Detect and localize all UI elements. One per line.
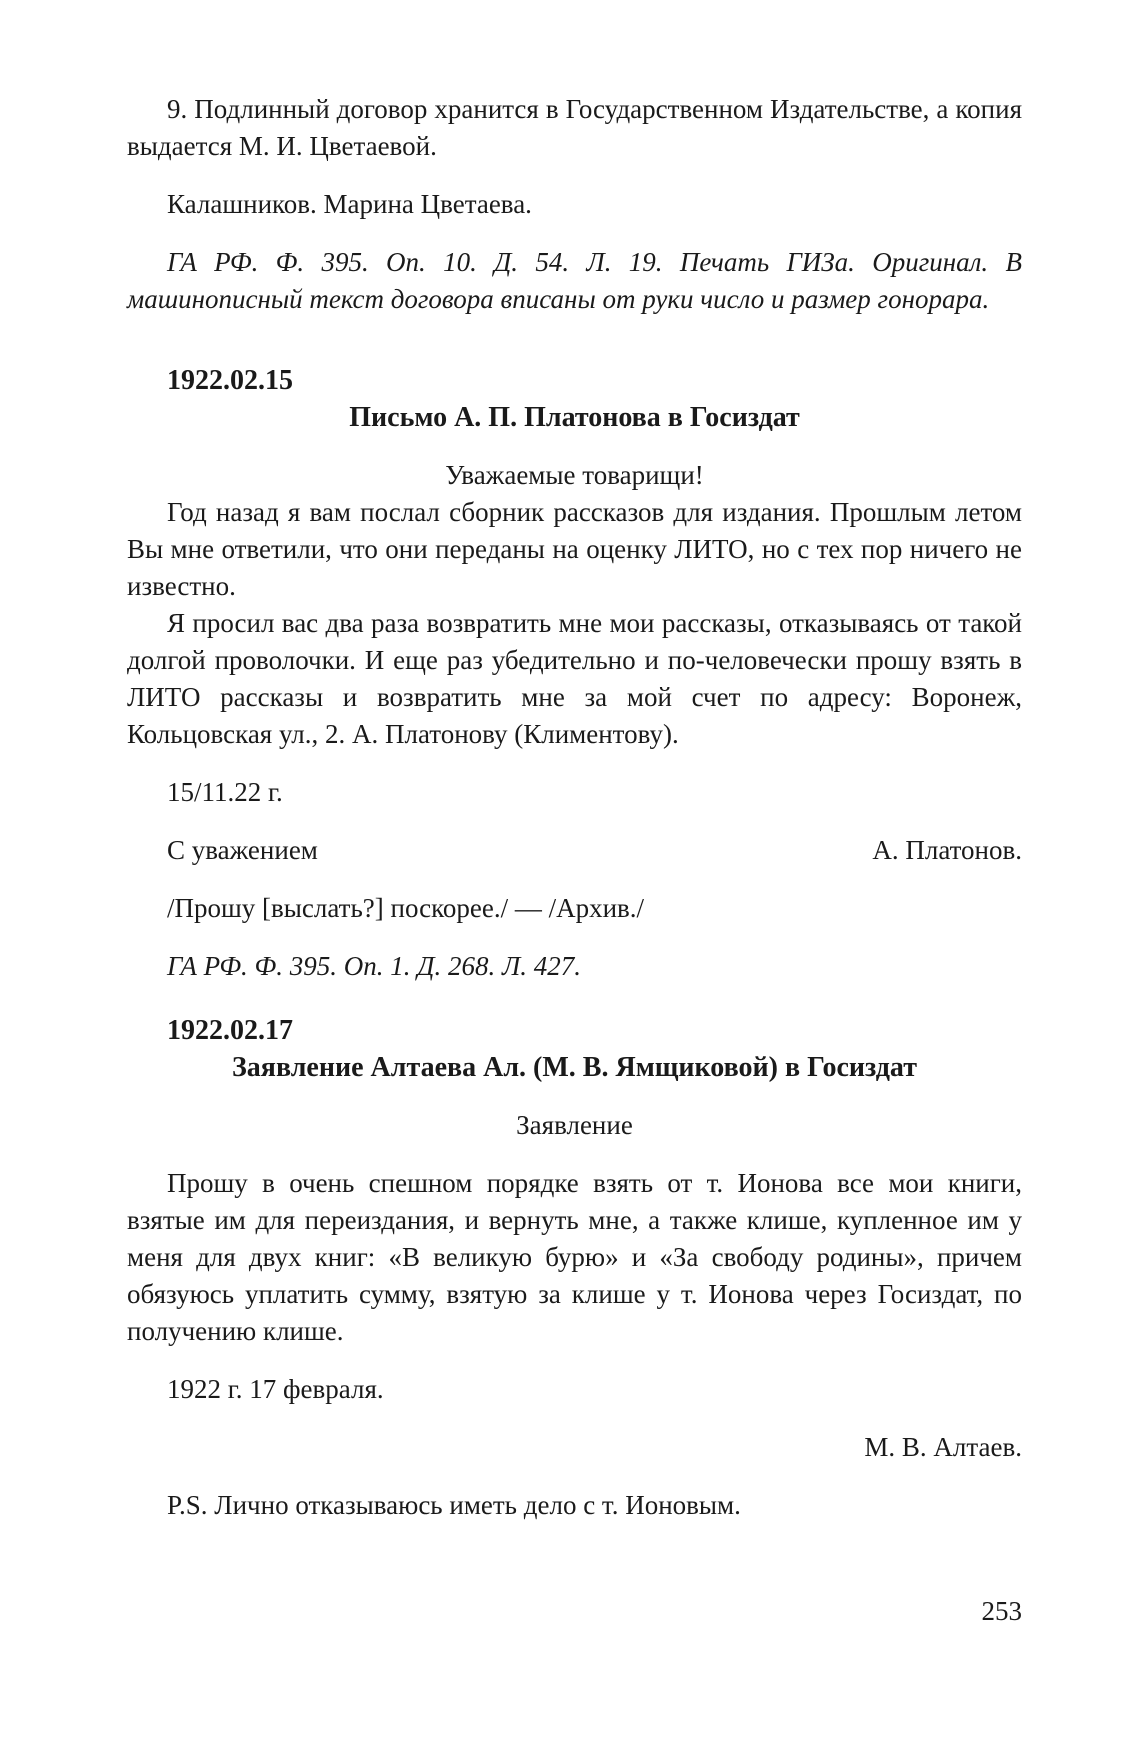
text-column <box>127 91 1022 1524</box>
signature-row <box>127 832 1022 869</box>
statement-heading: Заявление <box>516 1110 633 1140</box>
postscript: P.S. Лично отказываюсь иметь дело с т. Ионовым. <box>167 1490 741 1520</box>
document-title: Заявление Алтаева Ал. (М. В. Ямщиковой) в Госиздат <box>232 1052 917 1083</box>
letter-paragraph: Я просил вас два раза возвратить мне мои рассказы, отказываясь от такой долгой проволочки. И еще раз убедительно и по-человечески прошу взять в ЛИТО рассказы и возвратить мне за мой счет по адресу: Воронеж, Кольцовская ул., 2. А. Платонову (Климентову). <box>127 608 1022 749</box>
contract-signatures: Калашников. Марина Цветаева. <box>167 189 532 219</box>
letter-salutation: Уважаемые товарищи! <box>445 460 704 490</box>
statement-signature: М. В. Алтаев. <box>864 1432 1022 1462</box>
letter-closing: С уважением <box>167 835 318 865</box>
statement-paragraph: Прошу в очень спешном порядке взять от т. Ионова все мои книги, взятые им для переиздания, и вернуть мне, а также клише, купленное им у меня для двух книг: «В великую бурю» и «За свободу родины», причем обязуюсь уплатить сумму, взятую за клише у т. Ионова через Госиздат, по получению клише. <box>127 1168 1022 1346</box>
letter-resolution: /Прошу [выслать?] поскорее./ — /Архив./ <box>167 893 645 923</box>
contract-clause-9: 9. Подлинный договор хранится в Государственном Издательстве, а копия выдается М. И. Цветаевой. <box>127 94 1022 161</box>
page-number: 253 <box>981 1596 1022 1626</box>
letter-date: 15/11.22 г. <box>167 777 283 807</box>
archive-reference: ГА РФ. Ф. 395. Оп. 1. Д. 268. Л. 427. <box>167 951 581 981</box>
letter-signature: А. Платонов. <box>872 835 1022 865</box>
statement-date: 1922 г. 17 февраля. <box>167 1374 384 1404</box>
document-date: 1922.02.15 <box>167 365 293 396</box>
document-date: 1922.02.17 <box>167 1015 293 1046</box>
document-title: Письмо А. П. Платонова в Госиздат <box>349 402 800 433</box>
archive-reference: ГА РФ. Ф. 395. Оп. 10. Д. 54. Л. 19. Печать ГИЗа. Оригинал. В машинописный текст договора вписаны от руки число и размер гонорара. <box>127 247 1022 314</box>
letter-paragraph: Год назад я вам послал сборник рассказов для издания. Прошлым летом Вы мне ответили, что они переданы на оценку ЛИТО, но с тех пор ничего не известно. <box>127 497 1022 601</box>
